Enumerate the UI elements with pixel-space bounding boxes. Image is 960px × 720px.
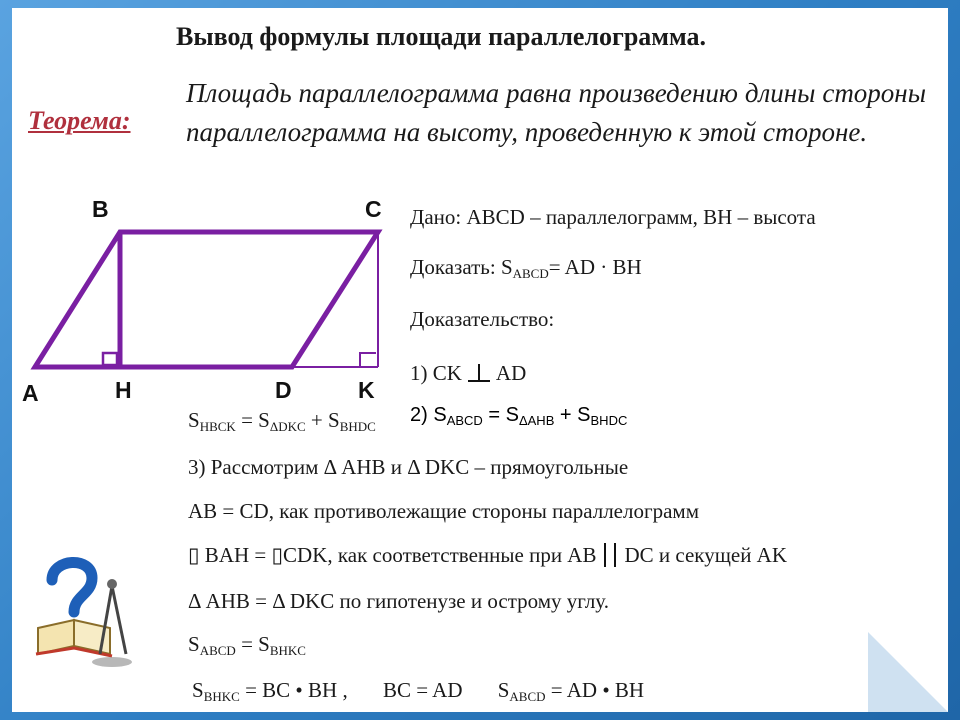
line-angles: ▯ BAH = ▯CDK, как соответственные при AB DC и секущей AK [188,543,788,567]
parallel-icon [604,543,616,567]
theorem-label: Теорема: [28,106,131,135]
slide-title: Вывод формулы площади параллелограмма. [176,22,707,51]
proof-label: Доказательство: [410,307,555,331]
line-ab-cd: AB = CD, как противолежащие стороны параллелограмм [188,499,699,523]
step-1: 1) CK AD [410,361,527,385]
point-c: C [365,196,382,222]
right-angle-h [103,353,117,365]
point-d: D [275,377,292,403]
step-3: 3) Рассмотрим Δ AHB и Δ DKC – прямоугольные [188,455,629,479]
point-h: H [115,377,132,403]
point-b: B [92,196,109,222]
parallelogram-abcd [35,232,378,367]
perpendicular-icon [468,364,490,382]
point-k: K [358,377,375,403]
right-angle-k [360,353,376,367]
step-2: 2) $S_{ABCD} = S_{\Delta AHB} + S_{BHDC}$ [410,404,628,428]
parallelogram-figure [0,190,420,410]
equation-hbck: $S_{HBCK} = S_{\Delta DKC} + S_{BHDC}$ [188,408,376,434]
final-equations: $S_{BHKC}$ = BC • BH , BC = AD $S_{ABCD}$ = AD • BH [192,678,645,704]
point-a: A [22,380,39,406]
clipart-question-book [30,550,140,670]
page-curl [868,632,948,712]
theorem-text: Площадь параллелограмма равна произведению длины стороны параллелограмма на высоту, проведенную к этой стороне. [186,78,926,147]
line-congruent: Δ AHB = Δ DKC по гипотенузе и острому углу. [188,589,609,613]
equation-abcd: $S_{ABCD} = S_{BHKC}$ [188,632,306,658]
prove-text: Доказать: $S_{ABCD}=$ AD · BH [410,255,642,281]
given-text: Дано: ABCD – параллелограмм, ВН – высота [410,205,816,229]
